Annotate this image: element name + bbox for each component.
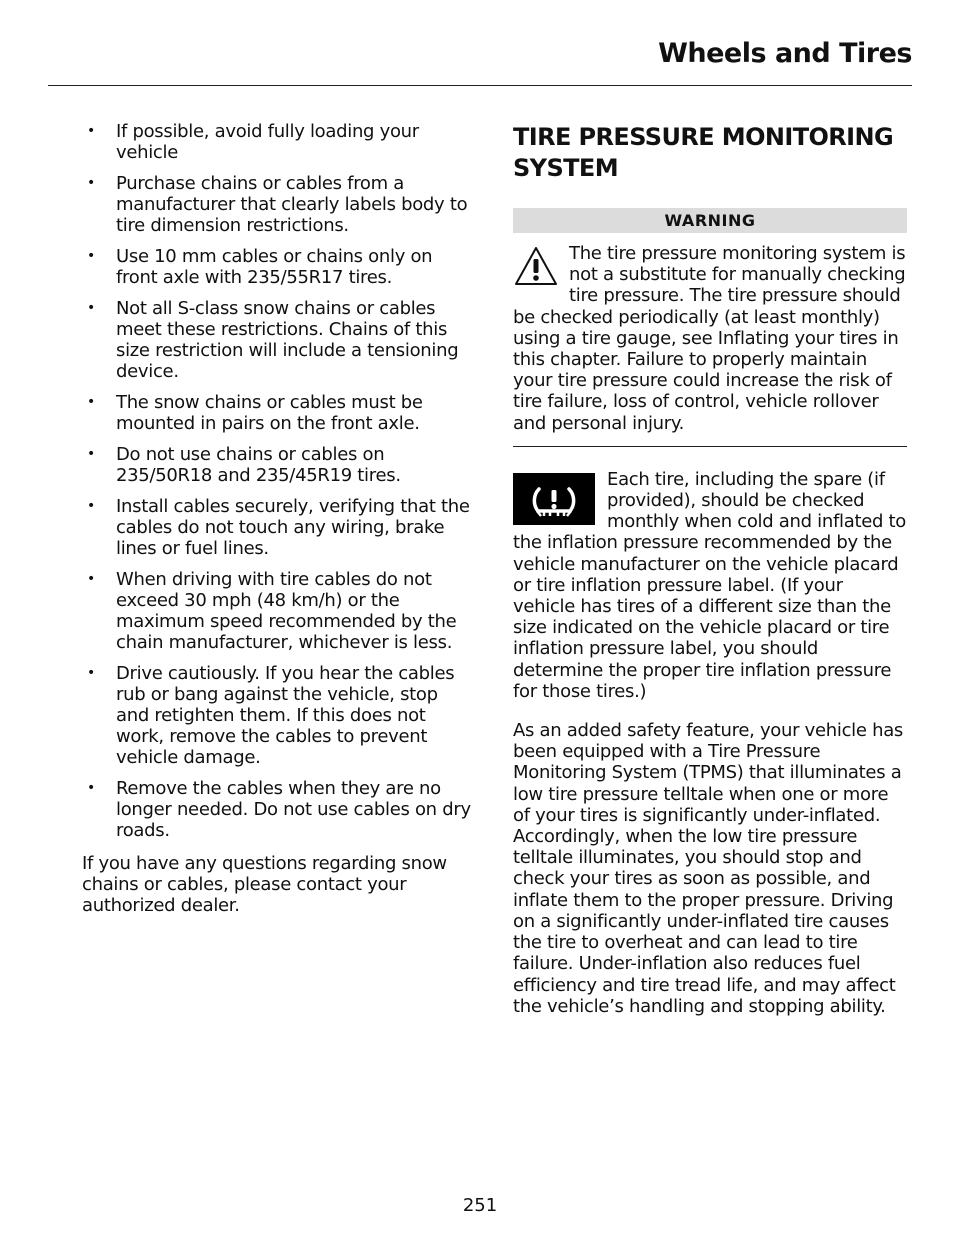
tpms-paragraph-1: Each tire, including the spare (if provided), should be checked monthly when cold and inflated to the inflation pressure recommended by the vehicle manufacturer on the vehicle placard or tire inflation pressure label. (If your vehicle has tires of a different size than the size indicated on the vehicle placard or tire inflation pressure label, you should determine the proper tire inflation pressure for those tires.) — [513, 468, 907, 702]
page-header — [0, 38, 912, 69]
tpms-description — [513, 469, 907, 702]
list-item: • When driving with tire cables do not exceed 30 mph (48 km/h) or the maximum speed recommended by the chain manufacturer, whichever is less. — [82, 569, 476, 653]
list-item: • Remove the cables when they are no longer needed. Do not use cables on dry roads. — [82, 778, 476, 841]
list-item: • Do not use chains or cables on 235/50R18 and 235/45R19 tires. — [82, 444, 476, 486]
warning-divider — [513, 446, 907, 447]
list-item: • The snow chains or cables must be mounted in pairs on the front axle. — [82, 392, 476, 434]
chapter-title: Wheels and Tires — [658, 38, 912, 69]
list-item: • If possible, avoid fully loading your vehicle — [82, 121, 476, 163]
warning-text: The tire pressure monitoring system is not a substitute for manually checking tire pressure. The tire pressure should be checked periodically (at least monthly) using a tire gauge, see Inflating your tires in this chapter. Failure to properly maintain your tire pressure could increase the risk of tire failure, loss of control, vehicle rollover and personal injury. — [513, 243, 906, 434]
list-item: • Purchase chains or cables from a manufacturer that clearly labels body to tire dimension restrictions. — [82, 173, 476, 236]
page-number: 251 — [462, 1195, 498, 1216]
list-item: • Not all S-class snow chains or cables meet these restrictions. Chains of this size restriction will include a tensioning device. — [82, 298, 476, 382]
warning-triangle-icon — [513, 245, 559, 287]
right-column — [513, 122, 907, 1017]
snow-chain-bullet-list — [82, 121, 476, 841]
list-item: • Install cables securely, verifying that the cables do not touch any wiring, brake lines or fuel lines. — [82, 496, 476, 559]
tpms-warning-icon — [513, 473, 595, 525]
section-title: TIRE PRESSURE MONITORING SYSTEM — [513, 123, 894, 182]
list-item: • Use 10 mm cables or chains only on front axle with 235/55R17 tires. — [82, 246, 476, 288]
tpms-paragraph-2: As an added safety feature, your vehicle has been equipped with a Tire Pressure Monitoring System (TPMS) that illuminates a low tire pressure telltale when one or more of your tires is significantly under-inflated. Accordingly, when the low tire pressure telltale illuminates, you should stop and check your tires as soon as possible, and inflate them to the proper pressure. Driving on a significantly under-inflated tire causes the tire to overheat and can lead to tire failure. Under-inflation also reduces fuel efficiency and tire tread life, and may affect the vehicle’s handling and stopping ability. — [513, 720, 903, 1017]
left-column — [82, 121, 476, 916]
warning-box — [513, 208, 907, 447]
list-item: • Drive cautiously. If you hear the cables rub or bang against the vehicle, stop and retighten them. If this does not work, remove the cables to prevent vehicle damage. — [82, 663, 476, 768]
warning-label: WARNING — [513, 208, 907, 233]
warning-body — [513, 233, 907, 434]
header-divider — [48, 85, 912, 86]
dealer-contact-paragraph: If you have any questions regarding snow chains or cables, please contact your authorized dealer. — [82, 853, 447, 916]
